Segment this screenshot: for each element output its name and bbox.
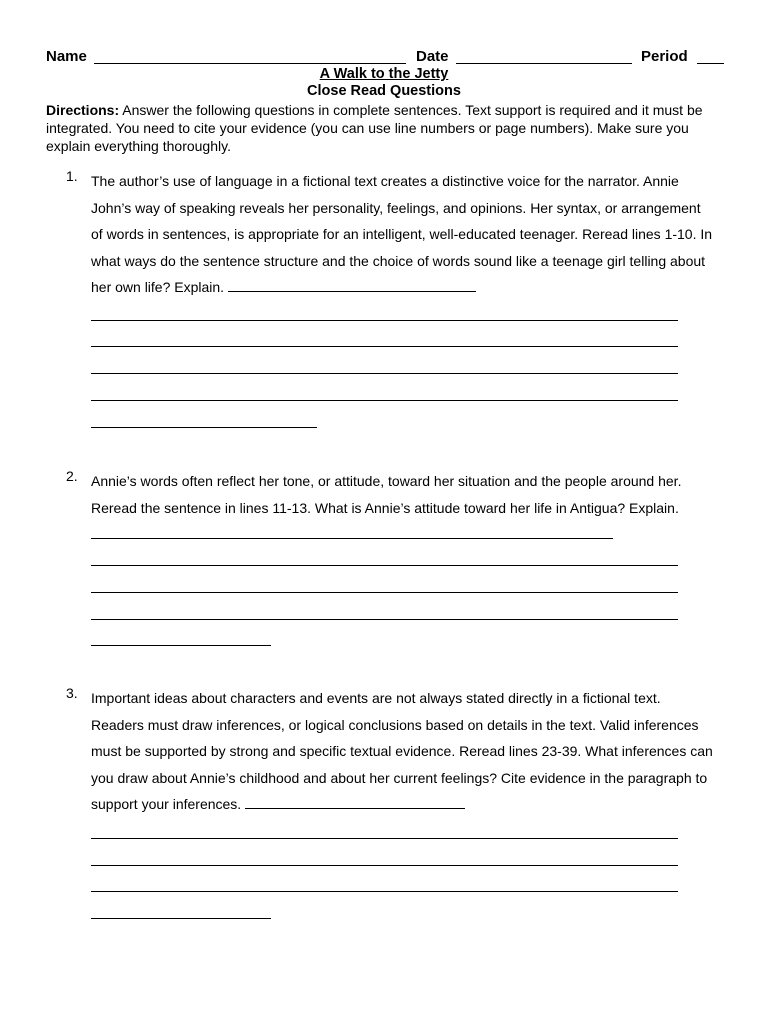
question-text — [91, 685, 716, 818]
page-subtitle: Close Read Questions — [307, 83, 461, 99]
period-label: Period — [641, 48, 688, 65]
question-text — [91, 168, 716, 301]
question-number: 1. — [66, 168, 78, 184]
question-prompt: The author’s use of language in a fictional text creates a distinctive voice for the narrator. Annie John’s way of speaking reveals her personality, feelings, and opinions. Her syntax, or arrangement of words in sentences, is appropriate for an intelligent, well-educated teenager. Reread lines 1-10. In what ways do the sentence structure and the choice of words sound like a teenage girl telling about her own life? Explain. — [91, 173, 713, 295]
answer-line[interactable] — [91, 865, 678, 866]
answer-line[interactable] — [91, 918, 271, 919]
page-title: A Walk to the Jetty — [319, 66, 449, 82]
header-row — [46, 46, 726, 68]
date-label: Date — [416, 48, 449, 65]
name-label: Name — [46, 48, 87, 65]
question-prompt: Annie’s words often reflect her tone, or attitude, toward her situation and the people around her. Reread the sentence in lines 11-13. What is Annie’s attitude toward her life in Antigua? Explain. — [91, 473, 682, 516]
date-field[interactable] — [456, 63, 632, 64]
answer-line[interactable] — [91, 565, 678, 566]
answer-line[interactable] — [91, 891, 678, 892]
period-field[interactable] — [697, 63, 724, 64]
answer-line[interactable] — [91, 538, 613, 539]
answer-line[interactable] — [91, 346, 678, 347]
answer-line[interactable] — [91, 645, 271, 646]
answer-line[interactable] — [91, 592, 678, 593]
question-number: 2. — [66, 468, 78, 484]
answer-line[interactable] — [91, 619, 678, 620]
answer-line[interactable] — [91, 838, 678, 839]
directions-label: Directions: — [46, 102, 120, 118]
answer-line[interactable] — [91, 373, 678, 374]
answer-line[interactable] — [91, 400, 678, 401]
answer-line[interactable] — [228, 291, 476, 292]
directions-text: Answer the following questions in complete sentences. Text support is required and it must be integrated. You need to cite your evidence (you can use line numbers or page numbers). Make sure you explain everything thoroughly. — [46, 102, 703, 154]
question-prompt: Important ideas about characters and events are not always stated directly in a fictional text. Readers must draw inferences, or logical conclusions based on details in the text. Valid inferences must be supported by strong and specific textual evidence. Reread lines 23-39. What inferences can you draw about Annie’s childhood and about her current feelings? Cite evidence in the paragraph to support your inferences. — [91, 690, 713, 812]
answer-line[interactable] — [245, 808, 465, 809]
directions — [46, 101, 736, 155]
question-text — [91, 468, 716, 548]
question-number: 3. — [66, 685, 78, 701]
answer-line[interactable] — [91, 320, 678, 321]
name-field[interactable] — [94, 63, 406, 64]
answer-line[interactable] — [91, 427, 317, 428]
